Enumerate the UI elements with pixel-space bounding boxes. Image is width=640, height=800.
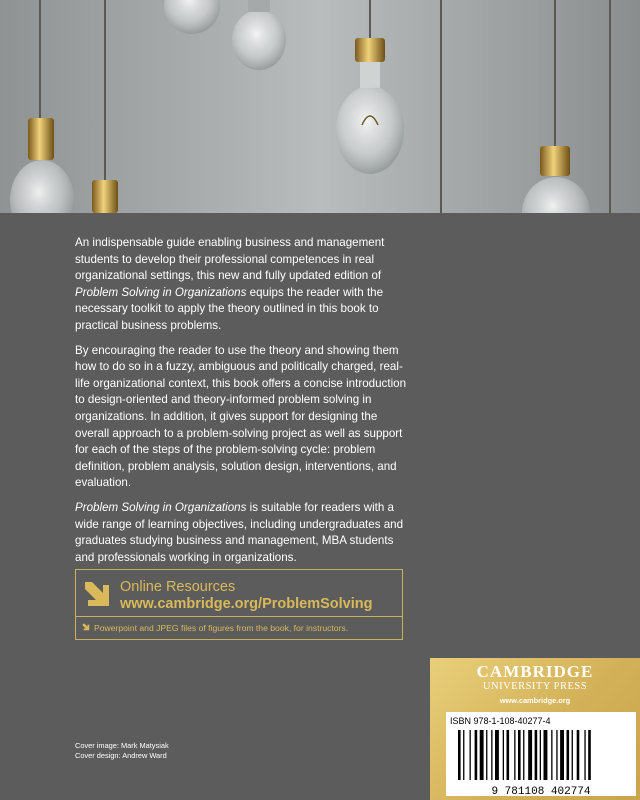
publisher-press: UNIVERSITY PRESS: [482, 681, 588, 692]
book-title: Problem Solving in Organizations: [75, 285, 247, 299]
blurb-paragraph-1: An indispensable guide enabling business and management students to develop their professional competences in real organizational settings, this new and fully updated edition of Problem Solving in Organizations equips the reader with the necessary toolkit to apply the theory outlined in this book to practical business problems.: [75, 236, 385, 332]
cover-credits: [75, 741, 169, 760]
isbn-number: ISBN 978-1-108-40277-4: [450, 716, 551, 726]
blurb-paragraph-2: By encouraging the reader to use the theory and showing them how to do so in a fuzzy, ambiguous and politically charged, real-life organizational context, this book offers a concise introduction to design-oriented and theory-informed problem solving in organizations. In addition, it gives support for designing the overall approach to a problem-solving project as well as support for each of the steps of the problem-solving cycle: problem definition, problem analysis, solution design, interventions, and evaluation.: [75, 343, 407, 490]
online-resources-box: [75, 569, 403, 640]
barcode-icon: [446, 728, 636, 796]
publisher-website: www.cambridge.org: [499, 696, 571, 705]
isbn-barcode: [446, 712, 636, 796]
barcode-digits: 9 781108 402774: [491, 786, 591, 796]
cover-design-credit: Cover design: Andrew Ward: [75, 750, 167, 760]
hanging-light-bulbs-photo: [0, 0, 640, 213]
online-resources-note: Powerpoint and JPEG files of figures from the book, for instructors.: [82, 621, 398, 635]
cover-photo: [0, 0, 640, 213]
publisher-logo: CAMBRIDGE: [476, 662, 594, 681]
online-resources-link[interactable]: www.cambridge.org/ProblemSolving: [120, 596, 373, 612]
blurb-paragraph-3: Problem Solving in Organizations is suitable for readers with a wide range of learning objectives, including undergraduates and graduates studying business and management, MBA students and professionals working in organizations.: [75, 500, 404, 564]
book-title: Problem Solving in Organizations: [75, 500, 247, 514]
arrow-down-right-icon: [82, 579, 112, 609]
arrow-down-right-icon: [82, 623, 90, 631]
cover-image-credit: Cover image: Mark Matysiak: [75, 741, 169, 750]
back-cover-blurb: [75, 235, 413, 574]
divider: [76, 616, 402, 617]
online-resources-title: Online Resources: [120, 579, 236, 595]
